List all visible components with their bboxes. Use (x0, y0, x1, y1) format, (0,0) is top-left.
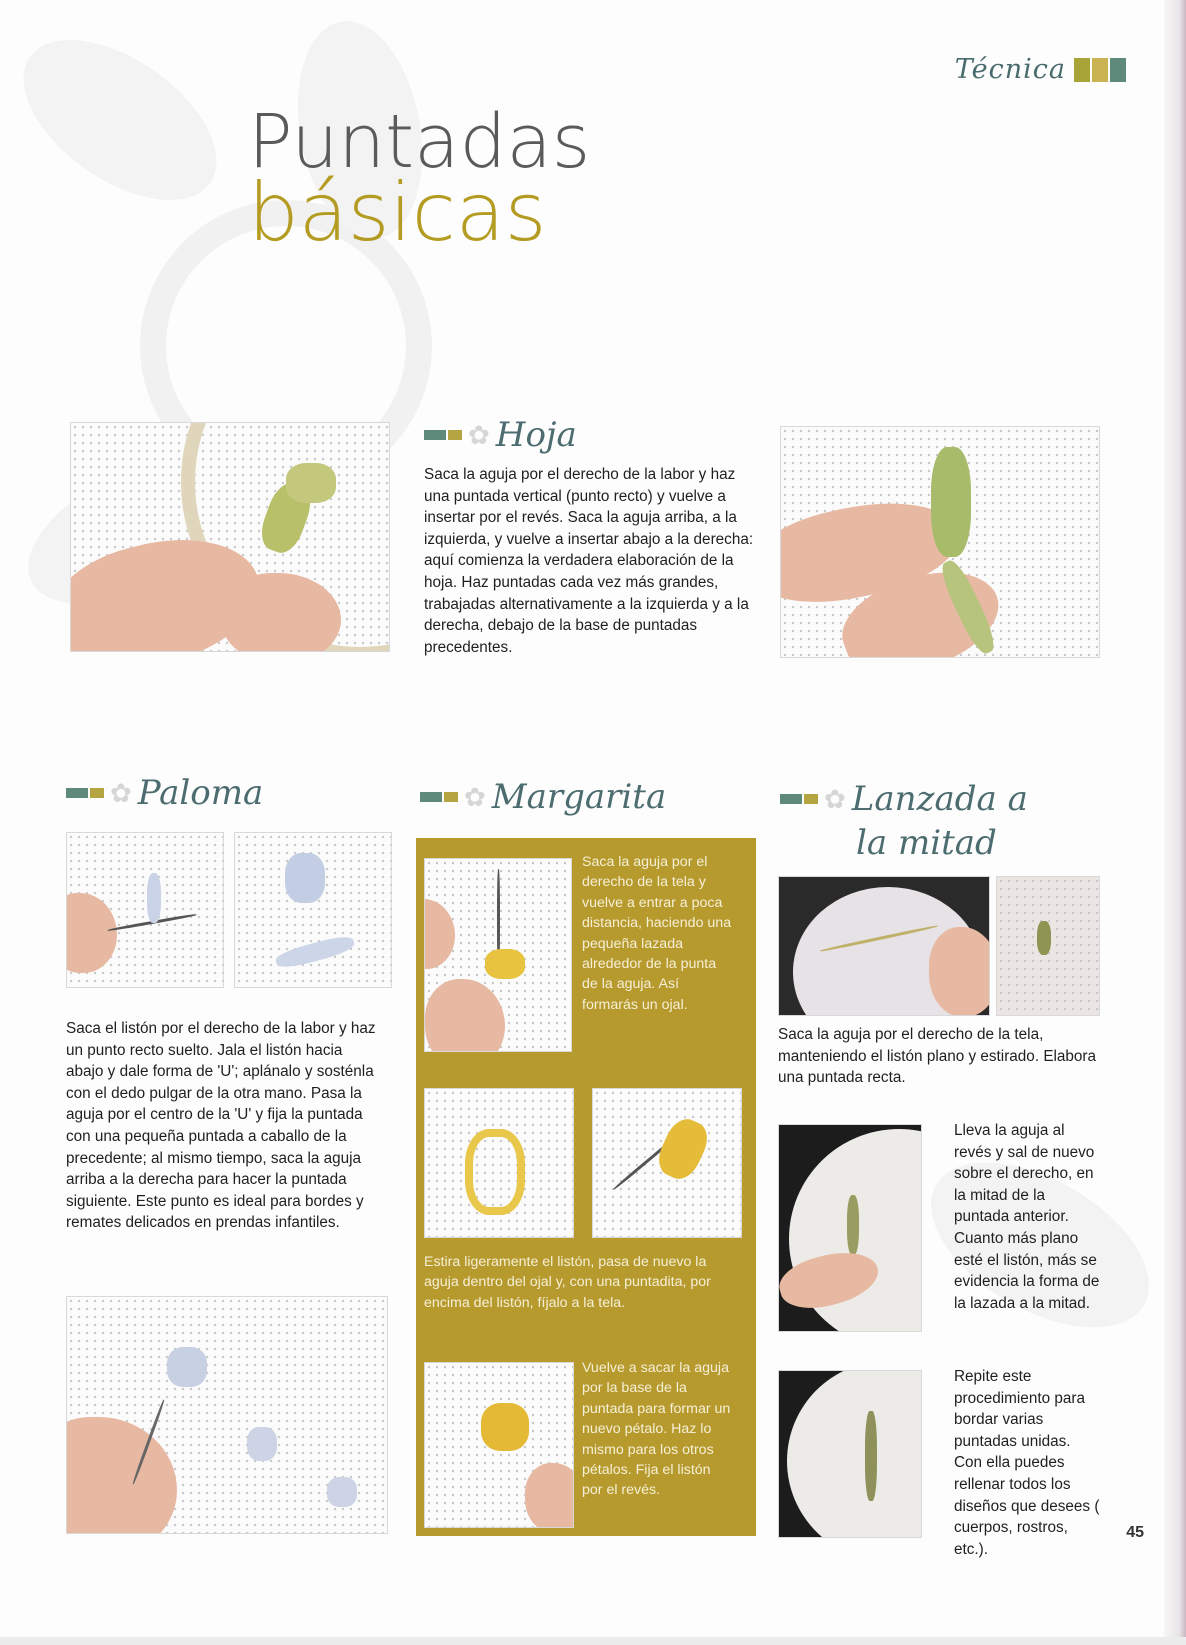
flower-icon: ✿ (110, 777, 132, 808)
green-stitch (1037, 921, 1051, 955)
hoja-heading (424, 415, 577, 455)
blue-ribbon (274, 933, 356, 971)
lanzada-photo-4 (778, 1370, 922, 1538)
section-tab (955, 54, 1126, 85)
heading-color-bars (420, 792, 458, 802)
blue-ribbon (147, 873, 161, 923)
flower-icon: ✿ (468, 419, 490, 450)
lanzada-photo-3 (778, 1124, 922, 1332)
margarita-step3-text: Vuelve a sacar la aguja por la base de la puntada para formar un nuevo pétalo. Haz lo mismo para los otros pétalos. Fija el listón por el revés. (582, 1360, 731, 1499)
finger (66, 1417, 177, 1534)
heading-color-bars (424, 430, 462, 440)
page-bottom-edge (0, 1637, 1186, 1645)
color-square (1074, 58, 1090, 82)
paloma-heading-text: Paloma (137, 773, 264, 813)
yellow-petal (652, 1113, 714, 1184)
finger (425, 979, 505, 1052)
fabric-in-hoop (787, 1370, 922, 1538)
page-edge-shadow (1164, 0, 1186, 1645)
margarita-heading-text: Margarita (491, 777, 667, 817)
color-square (1092, 58, 1108, 82)
hand (929, 927, 990, 1016)
heading-color-bars (66, 788, 104, 798)
section-label: Técnica (954, 54, 1066, 85)
color-square (1110, 58, 1126, 82)
yellow-daisy (481, 1403, 529, 1451)
green-stitch (847, 1195, 859, 1255)
green-stitch-row (865, 1411, 877, 1501)
heading-color-bars (780, 794, 818, 804)
margarita-step1-text: Saca la aguja por el derecho de la tela y vuelve a entrar a poca distancia, haciendo una pequeña lazada alrededor de la punta de la aguja. Así formarás un ojal. (582, 854, 732, 1013)
lanzada-heading-2 (856, 823, 997, 863)
lanzada-heading (780, 779, 1028, 819)
green-leaf-stitch (931, 447, 971, 557)
blue-stitch (327, 1477, 357, 1507)
page-number: 45 (1126, 1524, 1144, 1541)
lanzada-heading-line2: la mitad (856, 823, 997, 863)
margarita-photo-1 (424, 858, 572, 1052)
hoja-heading-text: Hoja (495, 415, 577, 455)
paloma-heading (66, 773, 264, 813)
blue-stitch (167, 1347, 207, 1387)
lanzada-photo-2 (996, 876, 1100, 1016)
lanzada-text-3: Repite este procedimiento para bordar varias puntadas unidas. Con ella puedes rellenar todos los diseños que desees ( cuerpos, rostros, etc.). (954, 1368, 1100, 1558)
lanzada-heading-line1: Lanzada a (851, 779, 1028, 819)
lanzada-photo-1 (778, 876, 990, 1016)
finger (424, 899, 455, 969)
margarita-photo-4 (424, 1362, 574, 1528)
margarita-instruction-panel (416, 838, 756, 1536)
margarita-photo-2 (424, 1088, 574, 1238)
background-petal (0, 8, 245, 232)
hoja-text: Saca la aguja por el derecho de la labor y haz una puntada vertical (punto recto) y vuelve a insertar por el revés. Saca la aguja arriba, a la izquierda, y vuelve a insertar abajo a la derecha: aquí comienza la verdadera elaboración de la hoja. Haz puntadas cada vez más grandes, trabajadas alternativamente a la izquierda y a la derecha, debajo de la base de puntadas precedentes. (424, 466, 754, 656)
margarita-photo-3 (592, 1088, 742, 1238)
page-title-line1: Puntadas (248, 99, 591, 185)
blue-ribbon (285, 853, 325, 903)
blue-stitch (247, 1427, 277, 1461)
green-ribbon-leaf (286, 463, 336, 503)
paloma-photo-1 (66, 832, 224, 988)
paloma-photo-3 (66, 1296, 388, 1534)
finger (525, 1463, 574, 1528)
paloma-photo-2 (234, 832, 392, 988)
lanzada-text-1: Saca la aguja por el derecho de la tela, manteniendo el listón plano y estirado. Elabora una puntada recta. (778, 1026, 1097, 1087)
margarita-step2-text: Estira ligeramente el listón, pasa de nuevo la aguja dentro del ojal y, con una puntadita, por encima del listón, fíjalo a la tela. (424, 1254, 711, 1311)
paloma-text: Saca el listón por el derecho de la labor y haz un punto recto suelto. Jala el listón hacia abajo y dale forma de 'U'; aplánalo y sosténla con el dedo pulgar de la otra mano. Pasa la aguja por el centro de la 'U' y fija la puntada con una pequeña puntada a caballo de la precedente; al mismo tiempo, saca la aguja arriba a la derecha para hacer la puntada siguiente. Este punto es ideal para bordes y remates delicados en prendas infantiles. (66, 1020, 376, 1232)
margarita-heading (420, 777, 667, 817)
flower-icon: ✿ (824, 783, 846, 814)
page-title (248, 99, 591, 260)
lanzada-text-2: Lleva la aguja al revés y sal de nuevo sobre el derecho, en la mitad de la puntada anterior. Cuanto más plano esté el listón, más se evidencia la forma de la lazada a la mitad. (954, 1122, 1100, 1312)
yellow-ribbon-loop (465, 1129, 525, 1215)
finger (66, 893, 117, 973)
page-title-line2: básicas (248, 166, 547, 260)
hoja-photo-1 (70, 422, 390, 652)
flower-icon: ✿ (464, 781, 486, 812)
yellow-ribbon-loop (485, 949, 525, 979)
section-tab-color-squares (1074, 58, 1126, 82)
hoja-photo-2 (780, 426, 1100, 658)
